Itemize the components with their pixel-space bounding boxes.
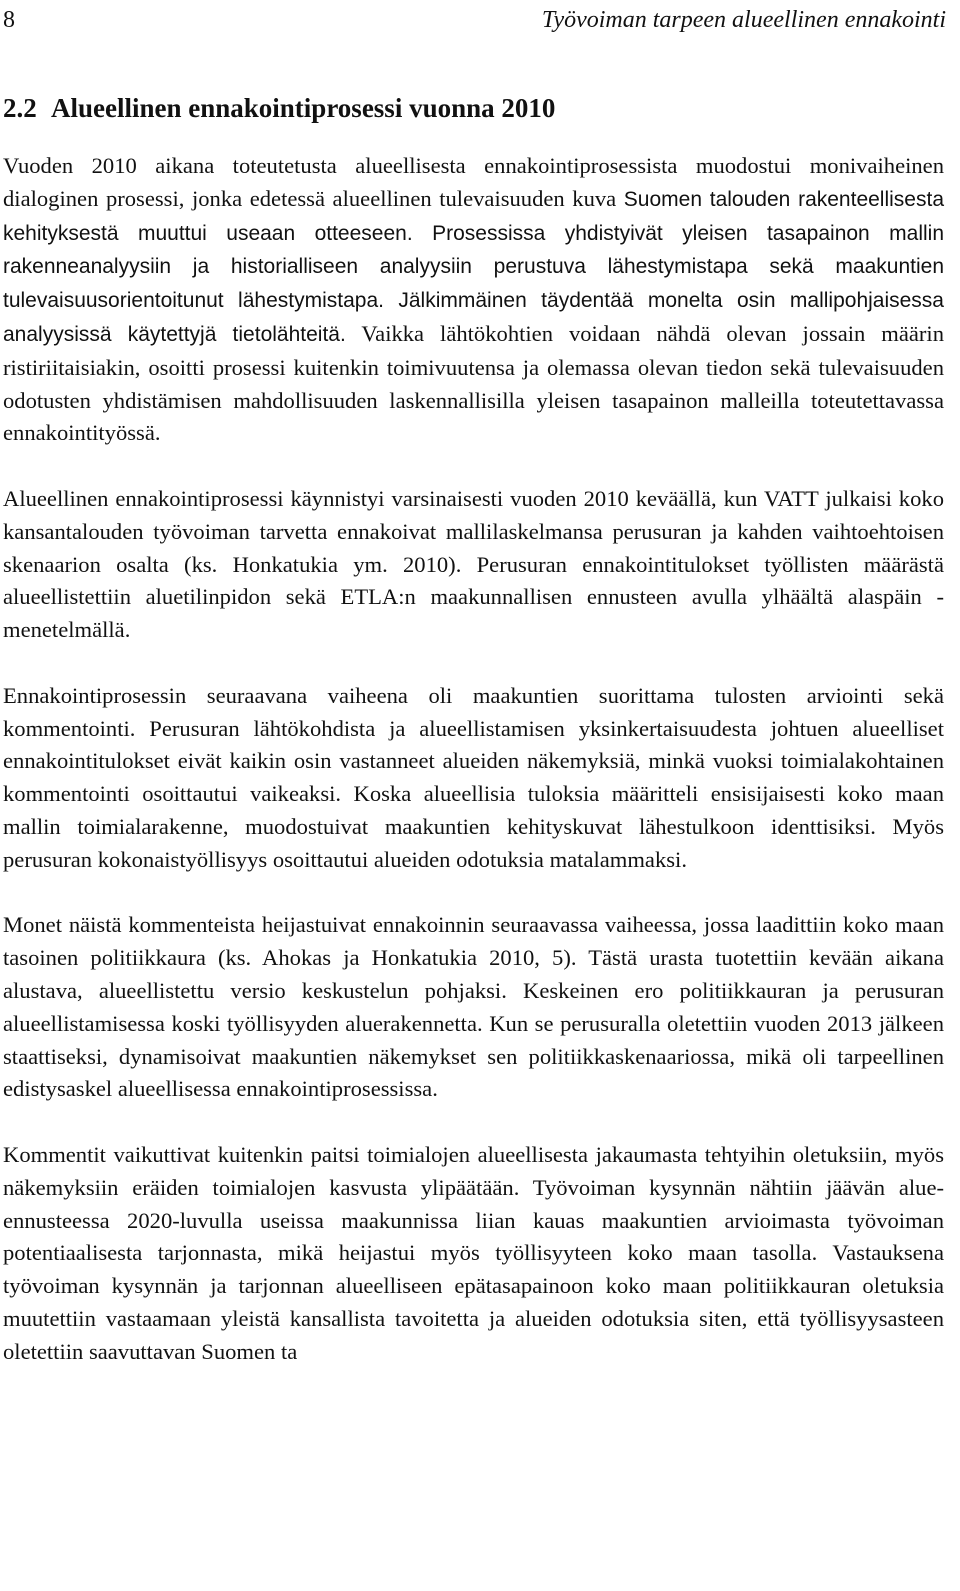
paragraph-1-part-c: Vaikka lähtökohtien voidaan nähdä olevan jossain määrin ristiriitaisiakin, osoitti prosessi kuitenkin toimivuutensa ja olemassa olevan tiedon sekä tulevaisuuden odotusten yhdistämisen mahdollisuuden laskennallisilla yleisen tasapainon malleilla toteutettavassa ennakointityössä. bbox=[3, 320, 944, 446]
paragraph-2: Alueellinen ennakointiprosessi käynnistyi varsinaisesti vuoden 2010 keväällä, kun VATT julkaisi koko kansantalouden työvoiman tarvetta ennakoivat mallilaskelmansa perusuran ja kahden vaihtoehtoisen skenaarion osalta (ks. Honkatukia ym. 2010). Perusuran ennakointitulokset työllisten määrästä alueellistettiin aluetilinpidon sekä ETLA:n maakunnallisen ennusteen avulla ylhäältä alaspäin -menetelmällä. bbox=[3, 485, 944, 643]
body-text bbox=[3, 150, 944, 1401]
running-title: Työvoiman tarpeen alueellinen ennakointi bbox=[541, 7, 946, 33]
paragraph-1-part-b: Suomen talouden rakenteellisesta kehityksestä muuttui useaan otteeseen. Prosessissa yhdistyivät yleisen tasapainon mallin rakenneanalyysiin ja historialliseen analyysiin perustuva lähestymistapa sekä maakuntien tulevaisuusorientoitunut lähestymistapa. Jälkimmäinen täydentää monelta osin mallipohjaisessa analyysissä käytettyjä tietolähteitä. bbox=[3, 187, 944, 346]
page-header bbox=[3, 2, 946, 38]
page-number: 8 bbox=[3, 7, 15, 33]
paragraph-1 bbox=[3, 150, 944, 450]
paragraph-4: Monet näistä kommenteista heijastuivat ennakoinnin seuraavassa vaiheessa, jossa laadittiin koko maan tasoinen politiikkaura (ks. Ahokas ja Honkatukia 2010, 5). Tästä urasta tuotettiin kevään aikana alustava, alueellistettu versio keskustelun pohjaksi. Keskeinen ero politiikkauran ja perusuran alueellistamisessa koski työllisyyden aluerakennetta. Kun se perusuralla oletettiin vuoden 2013 jälkeen staattiseksi, dynamisoivat maakuntien näkemykset sen politiikkaskenaariossa, mikä oli tarpeellinen edistysaskel alueellisessa ennakointiprosessissa. bbox=[3, 912, 944, 1102]
section-title: Alueellinen ennakointiprosessi vuonna 2010 bbox=[51, 93, 556, 123]
section-number: 2.2 bbox=[3, 93, 37, 123]
section-heading bbox=[3, 91, 555, 125]
paragraph-5: Kommentit vaikuttivat kuitenkin paitsi toimialojen alueellisesta jakaumasta tehtyihin oletuksiin, myös näkemyksiin eräiden toimialojen kasvusta ylipäätään. Työvoiman kysynnän nähtiin jäävän alue-ennusteessa 2020-luvulla useissa maakunnissa liian kauas maakuntien arvioimasta työvoiman potentiaalisesta tarjonnasta, mikä heijastui myös työllisyyteen koko maan tasolla. Vastauksena työvoiman kysynnän ja tarjonnan alueelliseen epätasapainoon koko maan politiikkauran oletuksia muutettiin vastaamaan yleistä kansallista tavoitetta ja alueiden odotuksia siten, että työllisyysasteen oletettiin saavuttavan Suomen ta bbox=[3, 1141, 944, 1364]
paragraph-3: Ennakointiprosessin seuraavana vaiheena oli maakuntien suorittama tulosten arviointi sekä kommentointi. Perusuran lähtökohdista ja alueellistamisen yksinkertaisuudesta johtuen alueelliset ennakointitulokset eivät kaikin osin vastanneet alueiden näkemyksiä, minkä vuoksi toimialakohtainen kommentointi osoittautui vaikeaksi. Koska alueellisia tuloksia määritteli ensisijaisesti koko maan mallin toimialarakenne, muodostuivat maakuntien kehityskuvat lähestulkoon identtisiksi. Myös perusuran kokonaistyöllisyys osoittautui alueiden odotuksia matalammaksi. bbox=[3, 682, 944, 872]
paragraph-1-part-a: Vuoden 2010 aikana toteutetusta alueellisesta ennakointiprosessista muodostui monivaiheinen dialoginen prosessi, jonka edetessä alueellinen tulevaisuuden kuva bbox=[3, 153, 944, 211]
